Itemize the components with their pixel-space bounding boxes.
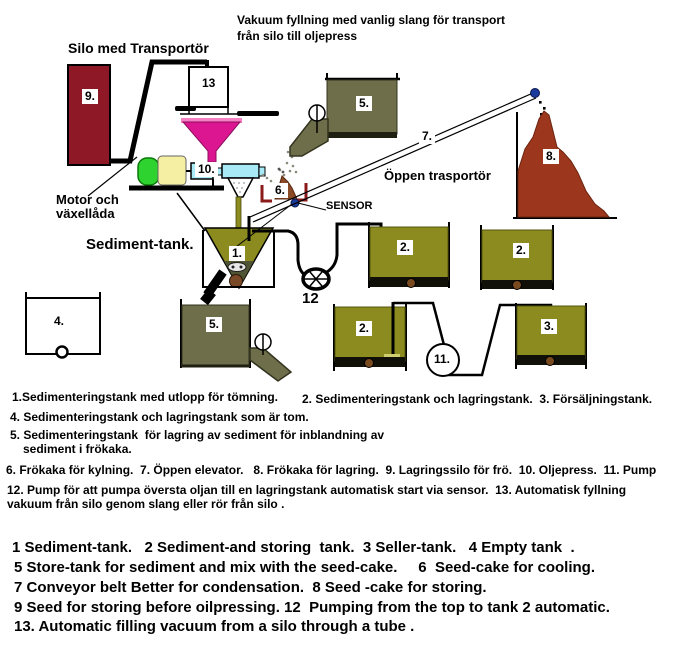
- tag-press-10: 10.: [195, 162, 218, 177]
- legend-sv-line1a: 1.Sedimenteringstank med utlopp för tömning.: [12, 390, 279, 404]
- tank4-valve: [57, 347, 68, 358]
- tag-sediment-1: 1.: [229, 246, 245, 261]
- tag-seedcake-6: 6.: [272, 183, 288, 198]
- pump12-number-label: 12: [302, 290, 319, 307]
- tag-mound-8: 8.: [543, 149, 559, 164]
- tag-vacuum-13: 13: [202, 76, 216, 90]
- sediment-tank-1: [203, 228, 274, 302]
- legend-sv-line2: 4. Sedimenteringstank och lagringstank som är tom.: [10, 410, 309, 424]
- seller-tank-3: [516, 303, 586, 369]
- tag-pump-11: 11.: [434, 352, 451, 366]
- legend-en-line2: 5 Store-tank for sediment and mix with the seed-cake. 6 Seed-cake for cooling.: [14, 559, 595, 576]
- open-conveyor-label: Öppen trasportör: [384, 168, 491, 183]
- legend-sv-line4: 6. Frökaka för kylning. 7. Öppen elevator. 8. Frökaka för lagring. 9. Lagringssilo för frö. 10. Oljepress. 11. Pump: [6, 463, 657, 477]
- motor-label-line1: Motor och: [56, 192, 119, 207]
- feed-funnel: [181, 118, 242, 162]
- motor-gearbox: [138, 156, 192, 185]
- store-tank-5-bottom: [181, 299, 291, 381]
- silo-label: Silo med Transportör: [68, 40, 209, 56]
- tank2b-valve: [513, 281, 522, 290]
- legend-sv-line5b: vakuum från silo genom slang eller rör från silo .: [7, 497, 285, 511]
- legend-sv-line3: 5. Sedimenteringstank för lagring av sediment för inblandning av: [10, 428, 385, 442]
- sediment-tank-label: Sediment-tank.: [86, 236, 194, 253]
- sensor-label: SENSOR: [326, 200, 373, 212]
- legend-sv-line3b: sediment i frökaka.: [23, 442, 132, 456]
- tag-tank2-bottom: 2.: [356, 321, 372, 336]
- legend-en-line4: 9 Seed for storing before oilpressing. 12 Pumping from the top to tank 2 automatic.: [14, 599, 610, 616]
- tag-silo-9: 9.: [82, 89, 98, 104]
- legend-sv-line5: 12. Pump för att pumpa översta oljan till en lagringstank automatisk start via sensor. 13. Automatisk fyllning: [7, 483, 627, 497]
- legend-sv-line1b: 2. Sedimenteringstank och lagringstank. 3. Försäljningstank.: [302, 392, 653, 406]
- legend-en-line3: 7 Conveyor belt Better for condensation. 8 Seed -cake for storing.: [14, 579, 487, 596]
- tag-tank2-top-right: 2.: [513, 243, 529, 258]
- store-tank-5-top: [290, 73, 400, 156]
- vacuum-filler-box-13: [175, 67, 279, 116]
- tag-conveyor-7: 7.: [419, 129, 435, 144]
- legend-en-line1: 1 Sediment-tank. 2 Sediment-and storing tank. 3 Seller-tank. 4 Empty tank .: [12, 539, 575, 556]
- tank1-outlet-valve: [230, 275, 243, 288]
- tag-tank2-top-left: 2.: [397, 240, 413, 255]
- tag-seller-3: 3.: [541, 319, 557, 334]
- legend-en-line5: 13. Automatic filling vacuum from a silo through a tube .: [14, 618, 415, 635]
- diagram-title-line1: Vakuum fyllning med vanlig slang för transport: [237, 13, 506, 27]
- storing-tank-2-bottom: [334, 302, 406, 371]
- tank2a-valve: [407, 279, 416, 288]
- tank2c-valve: [365, 359, 374, 368]
- tank3-valve: [546, 357, 555, 366]
- tag-store-tank-top-5: 5.: [356, 96, 372, 111]
- pump-12-wheel: [303, 269, 329, 289]
- tank-support-strut: [177, 193, 205, 231]
- storage-silo-9: [68, 65, 110, 165]
- conveyor-head-dot: [531, 89, 540, 98]
- diagram-title-line2: från silo till oljepress: [237, 29, 358, 43]
- tag-empty-4: 4.: [54, 314, 65, 328]
- motor-label-line2: växellåda: [56, 206, 115, 221]
- tag-store-tank-bottom-5: 5.: [206, 317, 222, 332]
- seedcake-storage-mound-8: [513, 111, 617, 218]
